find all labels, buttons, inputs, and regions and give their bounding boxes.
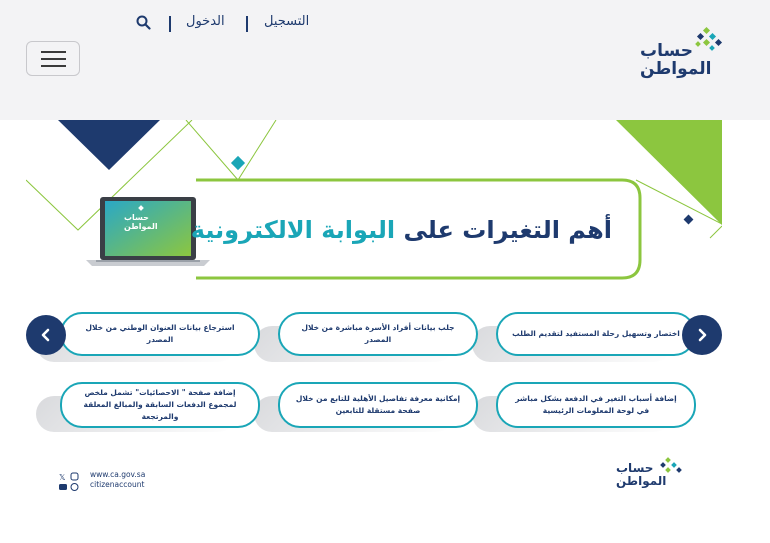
banner-headline [182, 216, 612, 244]
feature-card: جلب بيانات أفراد الأسرة مباشرة من خلال المصدر [278, 312, 478, 356]
chevron-right-icon [695, 328, 709, 342]
logo-text-line1: حساب [640, 41, 694, 61]
banner-decoration [26, 120, 722, 500]
logo-text-line2: المواطن [640, 59, 712, 79]
svg-text:𝕏: 𝕏 [59, 473, 66, 482]
footer-logo-line2: المواطن [616, 474, 667, 488]
nav-separator [169, 16, 171, 32]
feature-card: إضافة أسباب التغير في الدفعة بشكل مباشر في لوحة المعلومات الرئيسية [496, 382, 696, 428]
site-header [0, 0, 770, 120]
carousel-prev-button[interactable] [26, 315, 66, 355]
footer-social-icons [58, 472, 82, 496]
search-icon[interactable] [136, 15, 151, 30]
footer-handle[interactable]: citizenaccount [90, 480, 145, 489]
footer-logo-line1: حساب [616, 461, 654, 475]
feature-card: إضافة صفحة " الاحصائيات" تشمل ملخص لمجموع الدفعات السابقة والمبالغ المعلقة والمرتجعة [60, 382, 260, 428]
feature-card: إمكانية معرفة تفاصيل الأهلية للتابع من خلال صفحة مستقلة للتابعين [278, 382, 478, 428]
feature-card: اختصار وتسهيل رحلة المستفيد لتقديم الطلب [496, 312, 696, 356]
headline-part1: أهم التغيرات على [403, 216, 612, 244]
feature-card: استرجاع بيانات العنوان الوطني من خلال المصدر [60, 312, 260, 356]
hamburger-line [41, 58, 66, 60]
register-link[interactable]: التسجيل [264, 14, 310, 29]
promo-banner[interactable] [26, 120, 722, 500]
footer-logo [616, 456, 686, 492]
login-link[interactable]: الدخول [186, 14, 225, 29]
chevron-left-icon [39, 328, 53, 342]
footer-url[interactable]: www.ca.gov.sa [90, 470, 146, 479]
laptop-logo-line2: المواطن [124, 222, 158, 231]
social-icons [58, 472, 82, 492]
headline-part2: البوابة الالكترونية [190, 216, 396, 244]
menu-toggle-button[interactable] [26, 41, 80, 76]
carousel-next-button[interactable] [682, 315, 722, 355]
citizen-account-logo[interactable] [638, 26, 728, 82]
laptop-logo-line1: حساب [124, 213, 149, 222]
hamburger-line [41, 51, 66, 53]
hamburger-line [41, 65, 66, 67]
nav-separator [246, 16, 248, 32]
